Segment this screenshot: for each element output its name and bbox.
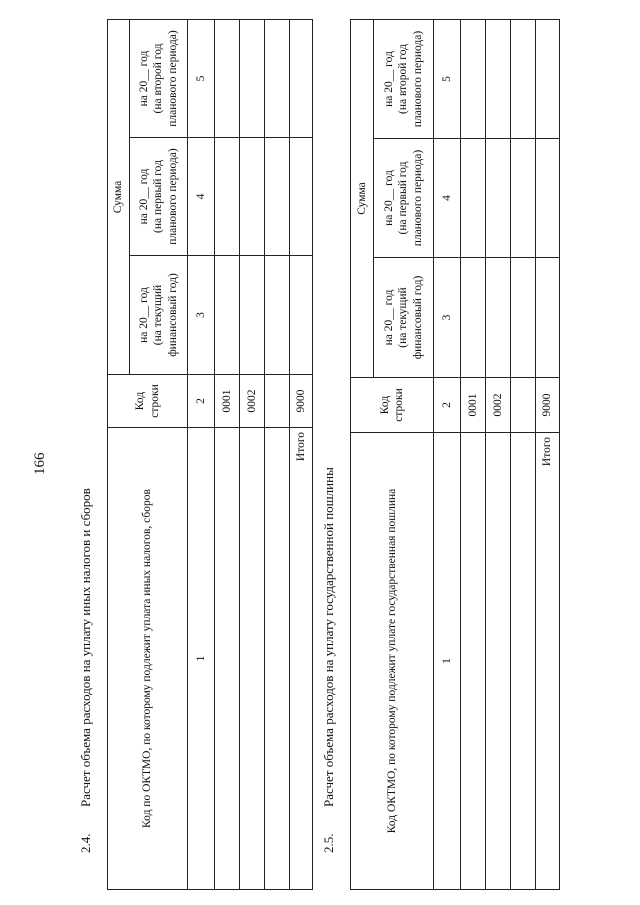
total-amount-second-plan[interactable] [290, 19, 313, 137]
amount-current-cell[interactable] [265, 256, 290, 375]
total-label: Итого [290, 428, 313, 890]
section-title-text: Расчет объема расходов на уплату государственной пошлины [321, 467, 336, 807]
oktmo-cell[interactable] [265, 428, 290, 890]
total-code: 9000 [290, 375, 313, 428]
col-number-3: 3 [188, 256, 215, 375]
col-number-1: 1 [188, 428, 215, 890]
amount-current-cell[interactable] [461, 258, 486, 378]
table-row [486, 19, 511, 889]
total-row [290, 19, 313, 889]
section-number: 2.4. [78, 833, 93, 853]
total-amount-first-plan[interactable] [290, 138, 313, 256]
total-amount-second-plan[interactable] [536, 19, 560, 138]
oktmo-cell[interactable] [215, 428, 240, 890]
oktmo-cell[interactable] [461, 433, 486, 890]
header-first-plan-year: на 20__ год (на первый год планового периода) [374, 139, 434, 258]
section-number: 2.5. [321, 833, 336, 853]
col-number-4: 4 [434, 139, 461, 258]
section-title-text: Расчет объема расходов на уплату иных налогов и сборов [78, 488, 93, 807]
header-second-plan-year: на 20__ год (на второй год планового периода) [374, 19, 434, 138]
amount-first-plan-cell[interactable] [511, 139, 536, 258]
oktmo-cell[interactable] [240, 428, 265, 890]
line-code-cell: 0002 [240, 375, 265, 428]
table-state-duty [350, 19, 560, 890]
col-number-5: 5 [188, 19, 215, 137]
amount-current-cell[interactable] [511, 258, 536, 378]
amount-second-plan-cell[interactable] [511, 19, 536, 138]
amount-first-plan-cell[interactable] [215, 138, 240, 256]
col-number-1: 1 [434, 433, 461, 890]
oktmo-cell[interactable] [511, 433, 536, 890]
header-second-plan-year: на 20__ год (на второй год планового периода) [130, 19, 188, 137]
col-number-2: 2 [434, 378, 461, 433]
col-number-2: 2 [188, 375, 215, 428]
header-current-year: на 20__ год (на текущий финансовый год) [374, 258, 434, 378]
amount-current-cell[interactable] [486, 258, 511, 378]
header-line-code: Код строки [351, 378, 434, 433]
line-code-cell [511, 378, 536, 433]
total-label: Итого [536, 433, 560, 890]
table-row [215, 19, 240, 889]
header-sum: Сумма [108, 19, 130, 374]
amount-second-plan-cell[interactable] [215, 19, 240, 137]
header-line-code: Код строки [108, 375, 188, 428]
table-row [511, 19, 536, 889]
amount-second-plan-cell[interactable] [265, 19, 290, 137]
amount-first-plan-cell[interactable] [461, 139, 486, 258]
amount-second-plan-cell[interactable] [461, 19, 486, 138]
col-number-4: 4 [188, 138, 215, 256]
amount-current-cell[interactable] [240, 256, 265, 375]
amount-first-plan-cell[interactable] [265, 138, 290, 256]
table-taxes [107, 19, 313, 890]
header-oktmo-code: Код ОКТМО, по которому подлежит уплате государственная пошлина [351, 433, 434, 890]
total-code: 9000 [536, 378, 560, 433]
amount-first-plan-cell[interactable] [240, 138, 265, 256]
amount-second-plan-cell[interactable] [240, 19, 265, 137]
total-amount-current[interactable] [536, 258, 560, 378]
col-number-5: 5 [434, 19, 461, 138]
table-row [461, 19, 486, 889]
amount-current-cell[interactable] [215, 256, 240, 375]
total-amount-current[interactable] [290, 256, 313, 375]
header-oktmo-code: Код по ОКТМО, по которому подлежит уплата иных налогов, сборов [108, 428, 188, 890]
line-code-cell [265, 375, 290, 428]
header-current-year: на 20__ год (на текущий финансовый год) [130, 256, 188, 375]
page-number: 166 [32, 452, 48, 475]
table-row [265, 19, 290, 889]
oktmo-cell[interactable] [486, 433, 511, 890]
line-code-cell: 0001 [215, 375, 240, 428]
amount-second-plan-cell[interactable] [486, 19, 511, 138]
line-code-cell: 0001 [461, 378, 486, 433]
amount-first-plan-cell[interactable] [486, 139, 511, 258]
table-row [240, 19, 265, 889]
section-2-4-title [78, 488, 94, 853]
col-number-3: 3 [434, 258, 461, 378]
header-first-plan-year: на 20__ год (на первый год планового периода) [130, 138, 188, 256]
column-numbers-row [188, 19, 215, 889]
line-code-cell: 0002 [486, 378, 511, 433]
total-amount-first-plan[interactable] [536, 139, 560, 258]
column-numbers-row [434, 19, 461, 889]
header-sum: Сумма [351, 19, 374, 377]
total-row [536, 19, 560, 889]
section-2-5-title [321, 467, 337, 853]
